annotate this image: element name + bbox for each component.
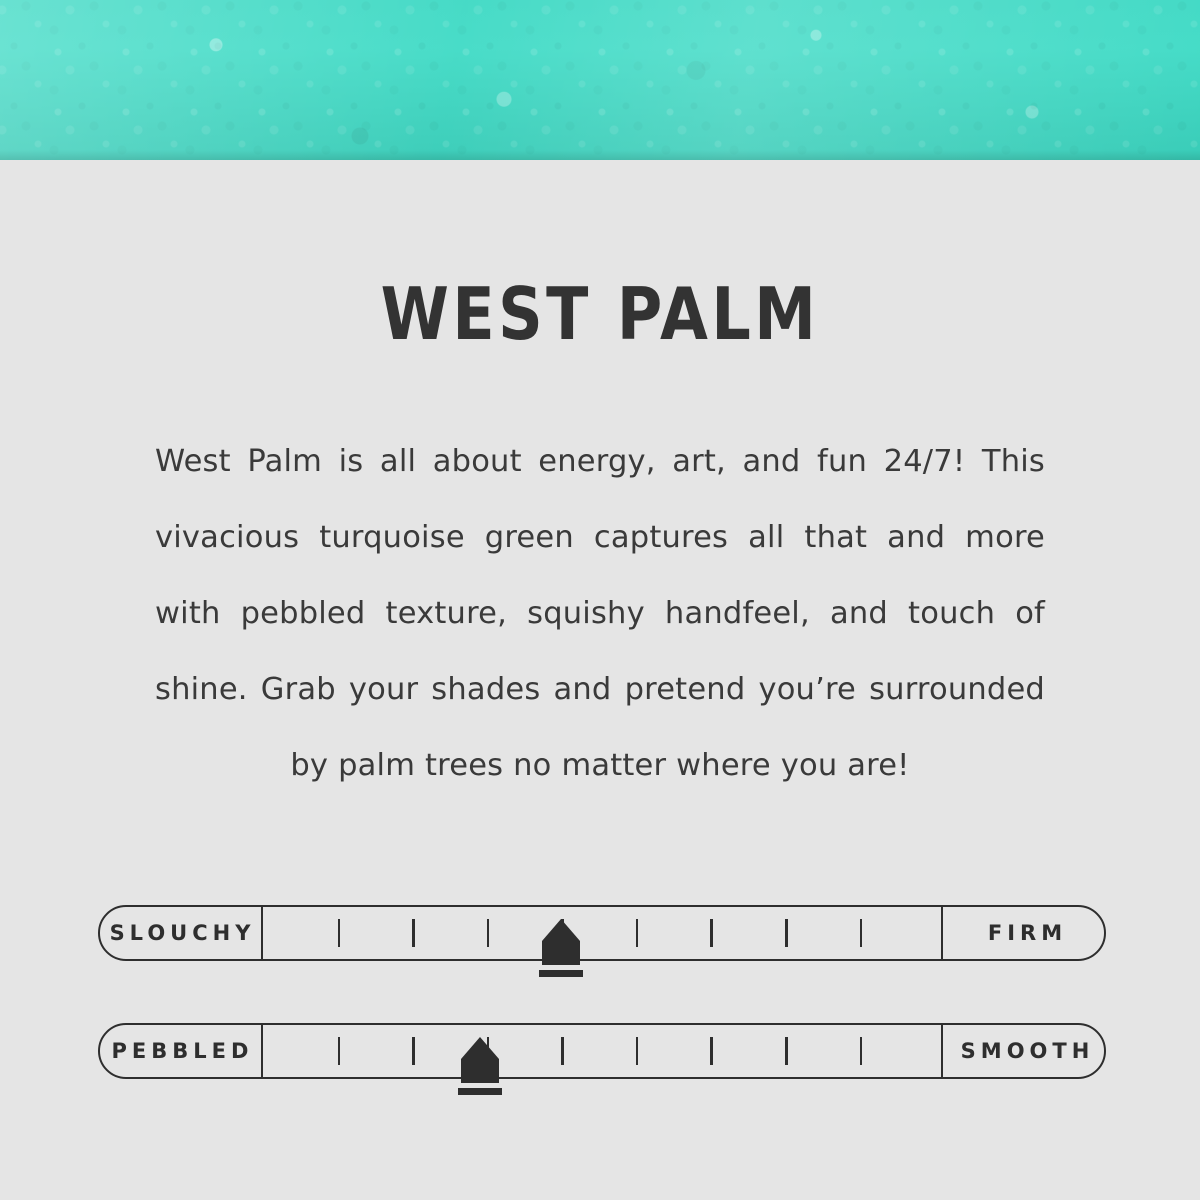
scale-tick — [710, 1037, 713, 1065]
scale-tick — [338, 919, 341, 947]
scale-left-label: SLOUCHY — [98, 905, 263, 961]
scale-texture — [98, 1023, 1106, 1079]
scale-firmness — [98, 905, 1106, 961]
scale-tick — [636, 1037, 639, 1065]
scale-tick — [636, 919, 639, 947]
scale-marker-firmness — [539, 919, 583, 977]
scale-tick — [860, 1037, 863, 1065]
description-text: West Palm is all about energy, art, and fun 24/7! This vivacious turquoise green captures all that and more with pebbled texture, squishy handfeel, and touch of shine. Grab your shades and pretend you’re surrounded by palm trees no matter where you are! — [155, 444, 1045, 783]
scale-right-label: FIRM — [941, 905, 1106, 961]
marker-body — [461, 1059, 499, 1083]
marker-foot — [458, 1088, 502, 1095]
swatch-edge-shadow — [0, 150, 1200, 160]
scale-tick — [561, 1037, 564, 1065]
scale-ticks — [263, 1023, 941, 1079]
attribute-scales — [98, 905, 1106, 1141]
scale-ticks — [263, 905, 941, 961]
swatch-sheen-overlay — [0, 0, 1200, 160]
marker-body — [542, 941, 580, 965]
scale-tick — [412, 919, 415, 947]
page-title: WEST PALM — [380, 272, 820, 356]
marker-peak-icon — [461, 1037, 499, 1059]
scale-tick — [860, 919, 863, 947]
scale-left-label: PEBBLED — [98, 1023, 263, 1079]
scale-tick — [785, 1037, 788, 1065]
marker-peak-icon — [542, 919, 580, 941]
scale-tick — [412, 1037, 415, 1065]
scale-tick — [338, 1037, 341, 1065]
scale-tick — [487, 919, 490, 947]
scale-tick — [785, 919, 788, 947]
scale-marker-texture — [458, 1037, 502, 1095]
leather-swatch-band — [0, 0, 1200, 160]
scale-right-label: SMOOTH — [941, 1023, 1106, 1079]
scale-tick — [710, 919, 713, 947]
marker-foot — [539, 970, 583, 977]
